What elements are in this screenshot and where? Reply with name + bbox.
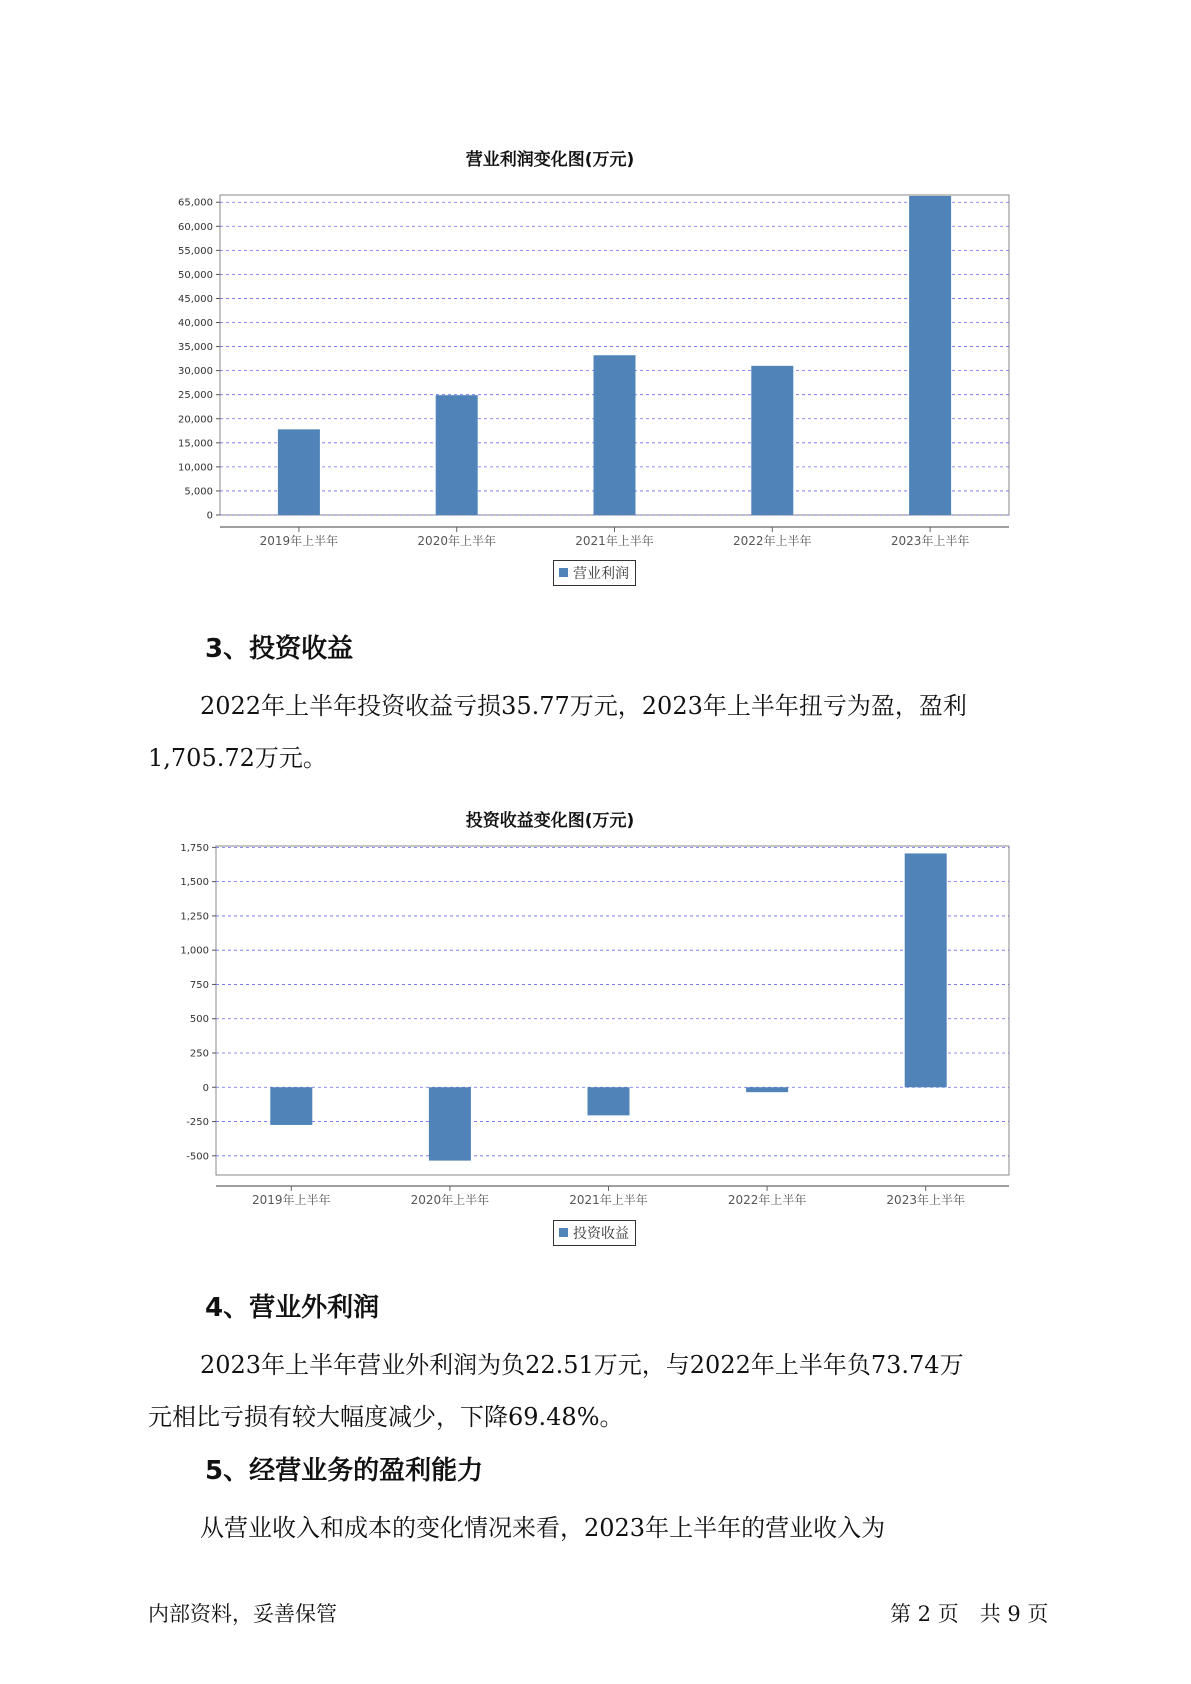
chart2-legend xyxy=(553,1220,636,1246)
y-tick-label: -250 xyxy=(186,1117,209,1129)
y-tick-label: 500 xyxy=(189,1014,209,1026)
y-tick-label: 25,000 xyxy=(178,390,213,402)
y-tick-label: 20,000 xyxy=(178,414,213,426)
chart2-title: 投资收益变化图(万元) xyxy=(465,811,635,831)
y-tick-label: 45,000 xyxy=(178,293,213,305)
y-tick-label: 35,000 xyxy=(178,342,213,354)
x-tick-label: 2020年上半年 xyxy=(410,1193,490,1207)
x-tick-label: 2019年上半年 xyxy=(252,1193,331,1207)
section-4-line1: 2023年上半年营业外利润为负22.51万元，与2022年上半年负73.74万 xyxy=(200,1351,964,1379)
chart1-title: 营业利润变化图(万元) xyxy=(465,150,635,170)
y-tick-label: 0 xyxy=(206,510,213,522)
section-5-heading: 5、经营业务的盈利能力 xyxy=(205,1456,484,1486)
x-tick-label: 2023年上半年 xyxy=(890,534,970,548)
y-tick-label: 0 xyxy=(202,1082,209,1094)
chart1-legend-label: 营业利润 xyxy=(573,566,629,582)
y-tick-label: 50,000 xyxy=(178,269,213,281)
x-tick-label: 2022年上半年 xyxy=(733,534,812,548)
y-tick-label: 40,000 xyxy=(178,318,213,330)
footer-confidential: 内部资料，妥善保管 xyxy=(148,1602,337,1626)
bar xyxy=(270,1087,312,1125)
section-4-heading: 4、营业外利润 xyxy=(205,1293,380,1323)
plot-area xyxy=(216,846,1009,1175)
x-tick-label: 2020年上半年 xyxy=(417,534,496,548)
y-tick-label: 1,500 xyxy=(180,877,209,889)
y-tick-label: 55,000 xyxy=(178,245,213,257)
x-tick-label: 2021年上半年 xyxy=(569,1193,648,1207)
x-tick-label: 2021年上半年 xyxy=(575,534,654,548)
bar xyxy=(905,853,947,1087)
bar xyxy=(429,1087,471,1160)
bar xyxy=(588,1087,630,1115)
section-3-heading: 3、投资收益 xyxy=(205,634,354,664)
section-5-line1: 从营业收入和成本的变化情况来看，2023年上半年的营业收入为 xyxy=(200,1514,886,1542)
chart2-legend-label: 投资收益 xyxy=(573,1226,629,1242)
footer-page-number: 第 2 页 共 9 页 xyxy=(890,1602,1049,1626)
y-tick-label: 65,000 xyxy=(178,197,213,209)
y-tick-label: 30,000 xyxy=(178,366,213,378)
section-4-line2: 元相比亏损有较大幅度减少，下降69.48%。 xyxy=(148,1403,624,1431)
x-tick-label: 2023年上半年 xyxy=(886,1193,965,1207)
y-tick-label: 1,250 xyxy=(180,911,209,923)
y-tick-label: 1,750 xyxy=(180,842,209,854)
y-tick-label: 250 xyxy=(189,1048,209,1060)
x-tick-label: 2022年上半年 xyxy=(727,1193,807,1207)
section-3-line1: 2022年上半年投资收益亏损35.77万元，2023年上半年扭亏为盈，盈利 xyxy=(200,692,967,720)
y-tick-label: 10,000 xyxy=(178,462,213,474)
y-tick-label: 750 xyxy=(189,979,209,991)
y-tick-label: 5,000 xyxy=(184,486,213,498)
y-tick-label: 15,000 xyxy=(178,438,213,450)
y-tick-label: -500 xyxy=(186,1151,209,1163)
y-tick-label: 1,000 xyxy=(180,945,209,957)
legend-swatch xyxy=(559,1228,568,1237)
bar xyxy=(746,1087,788,1092)
x-tick-label: 2019年上半年 xyxy=(259,534,339,548)
y-tick-label: 60,000 xyxy=(178,221,213,233)
section-3-line2: 1,705.72万元。 xyxy=(148,744,327,772)
